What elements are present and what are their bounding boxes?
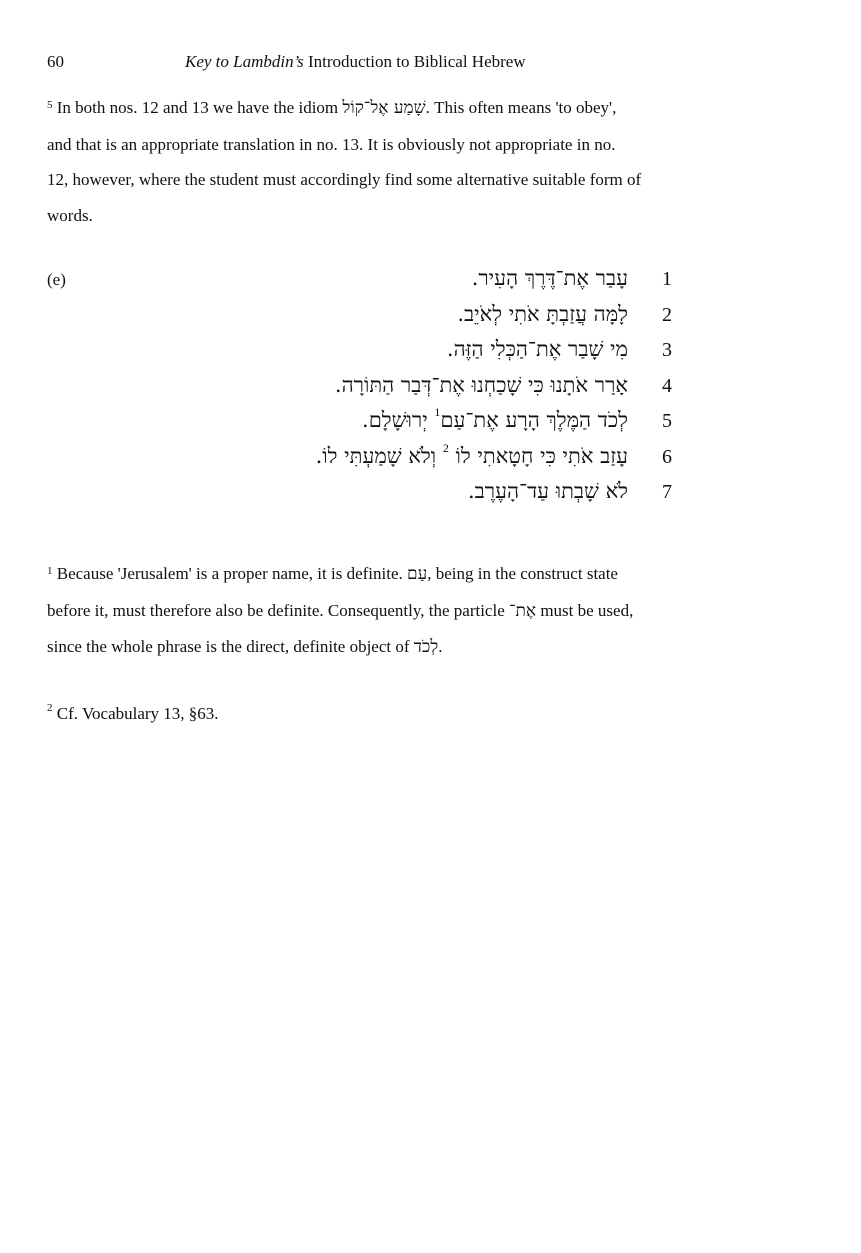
hebrew-sentence-part-b: וְלֹא שָׁמַעְתִּי לוֹ.	[315, 443, 437, 468]
footnote-1-text-c: before it, must therefore also be definite. Consequently, the particle	[47, 600, 509, 620]
footnote-1-text-d: must be used,	[536, 600, 634, 620]
footnote-2-marker: 2	[47, 702, 53, 714]
footnote-2-text: Cf. Vocabulary 13, §63.	[52, 704, 219, 723]
list-item	[300, 337, 672, 373]
note-5	[47, 90, 747, 233]
footnote-1-text-e: since the whole phrase is the direct, definite object of	[47, 637, 414, 656]
footnote-1-line-3	[47, 629, 747, 666]
item-number: 5	[662, 410, 672, 432]
running-head	[185, 52, 526, 72]
item-number: 2	[662, 303, 672, 326]
note-5-text-b: . This often means 'to obey',	[425, 98, 617, 117]
footnote-1-marker: 1	[47, 565, 53, 577]
footnote-1-text-f: .	[438, 637, 443, 656]
hebrew-sentence: מִי שָׁבַר אֶת־הַכְּלִי הַזֶּה.	[446, 337, 628, 361]
list-item	[300, 302, 672, 338]
note-5-hebrew-idiom: שָׁמַע אֶל־קוֹל	[342, 98, 426, 118]
footnote-1-line-2	[47, 593, 747, 630]
footnote-1-line-1	[47, 556, 747, 593]
hebrew-sentence: עָבַר אֶת־דֶּרֶךְ הָעִיר.	[471, 266, 628, 290]
note-5-line-2: and that is an appropriate translation in no. 13. It is obviously not appropriate in no.	[47, 134, 616, 154]
page-number: 60	[47, 52, 64, 71]
footnote-1-hebrew-am: עַם	[407, 564, 428, 584]
running-head-italic: Key to Lambdin’s	[185, 52, 304, 71]
footnote-ref-2: 2	[442, 440, 449, 455]
list-item	[300, 440, 672, 480]
list-item	[300, 373, 672, 409]
note-5-line-4: words.	[47, 205, 93, 225]
note-5-text-a: In both nos. 12 and 13 we have the idiom	[52, 98, 343, 117]
item-number: 1	[662, 268, 672, 290]
note-5-line-3: 12, however, where the student must accordingly find some alternative suitable form of	[47, 170, 642, 189]
hebrew-sentence-part-a: עָזַב אֹתִי כִּי חָטָאתִי לוֹ	[455, 443, 628, 468]
hebrew-sentence-part-b: יְרוּשָׁלָם.	[362, 408, 428, 432]
hebrew-exercise-list	[300, 266, 672, 515]
item-number: 3	[662, 339, 672, 361]
footnote-1-text-b: , being in the construct state	[427, 564, 618, 583]
footnote-1-hebrew-et: אֶת־	[509, 600, 537, 621]
exercise-label: (e)	[47, 270, 66, 289]
footnote-1-text-a: Because 'Jerusalem' is a proper name, it is definite.	[52, 564, 408, 583]
hebrew-sentence	[315, 440, 628, 469]
footnote-2	[47, 704, 219, 724]
footnote-1	[47, 556, 747, 666]
footnote-1-hebrew-lekhod: לְכֹד	[413, 637, 439, 657]
item-number: 6	[662, 445, 672, 468]
page-header	[47, 52, 801, 76]
hebrew-sentence-part-a: לְכֹד הַמֶּלֶךְ הָרָע אֶת־עַם	[440, 408, 628, 432]
hebrew-sentence: לֹא שָׁבְתוּ עַד־הָעֶרֶב.	[467, 479, 628, 503]
list-item	[300, 405, 672, 444]
hebrew-sentence: אָרַר אֹתָנוּ כִּי שָׁכַחְנוּ אֶת־דְּבַר הַתּוֹרָה.	[334, 372, 628, 397]
running-head-title: Introduction to Biblical Hebrew	[303, 52, 526, 71]
item-number: 7	[662, 481, 672, 503]
list-item	[300, 479, 672, 515]
note-5-marker: 5	[47, 99, 53, 111]
hebrew-sentence: לָמָּה עֲזַבְתָּ אֹתִי לְאֹיֵב.	[457, 301, 628, 326]
list-item	[300, 266, 672, 302]
hebrew-sentence	[362, 405, 628, 433]
item-number: 4	[662, 374, 672, 397]
note-5-line-1	[47, 90, 747, 127]
footnote-ref-1: 1	[434, 405, 441, 419]
